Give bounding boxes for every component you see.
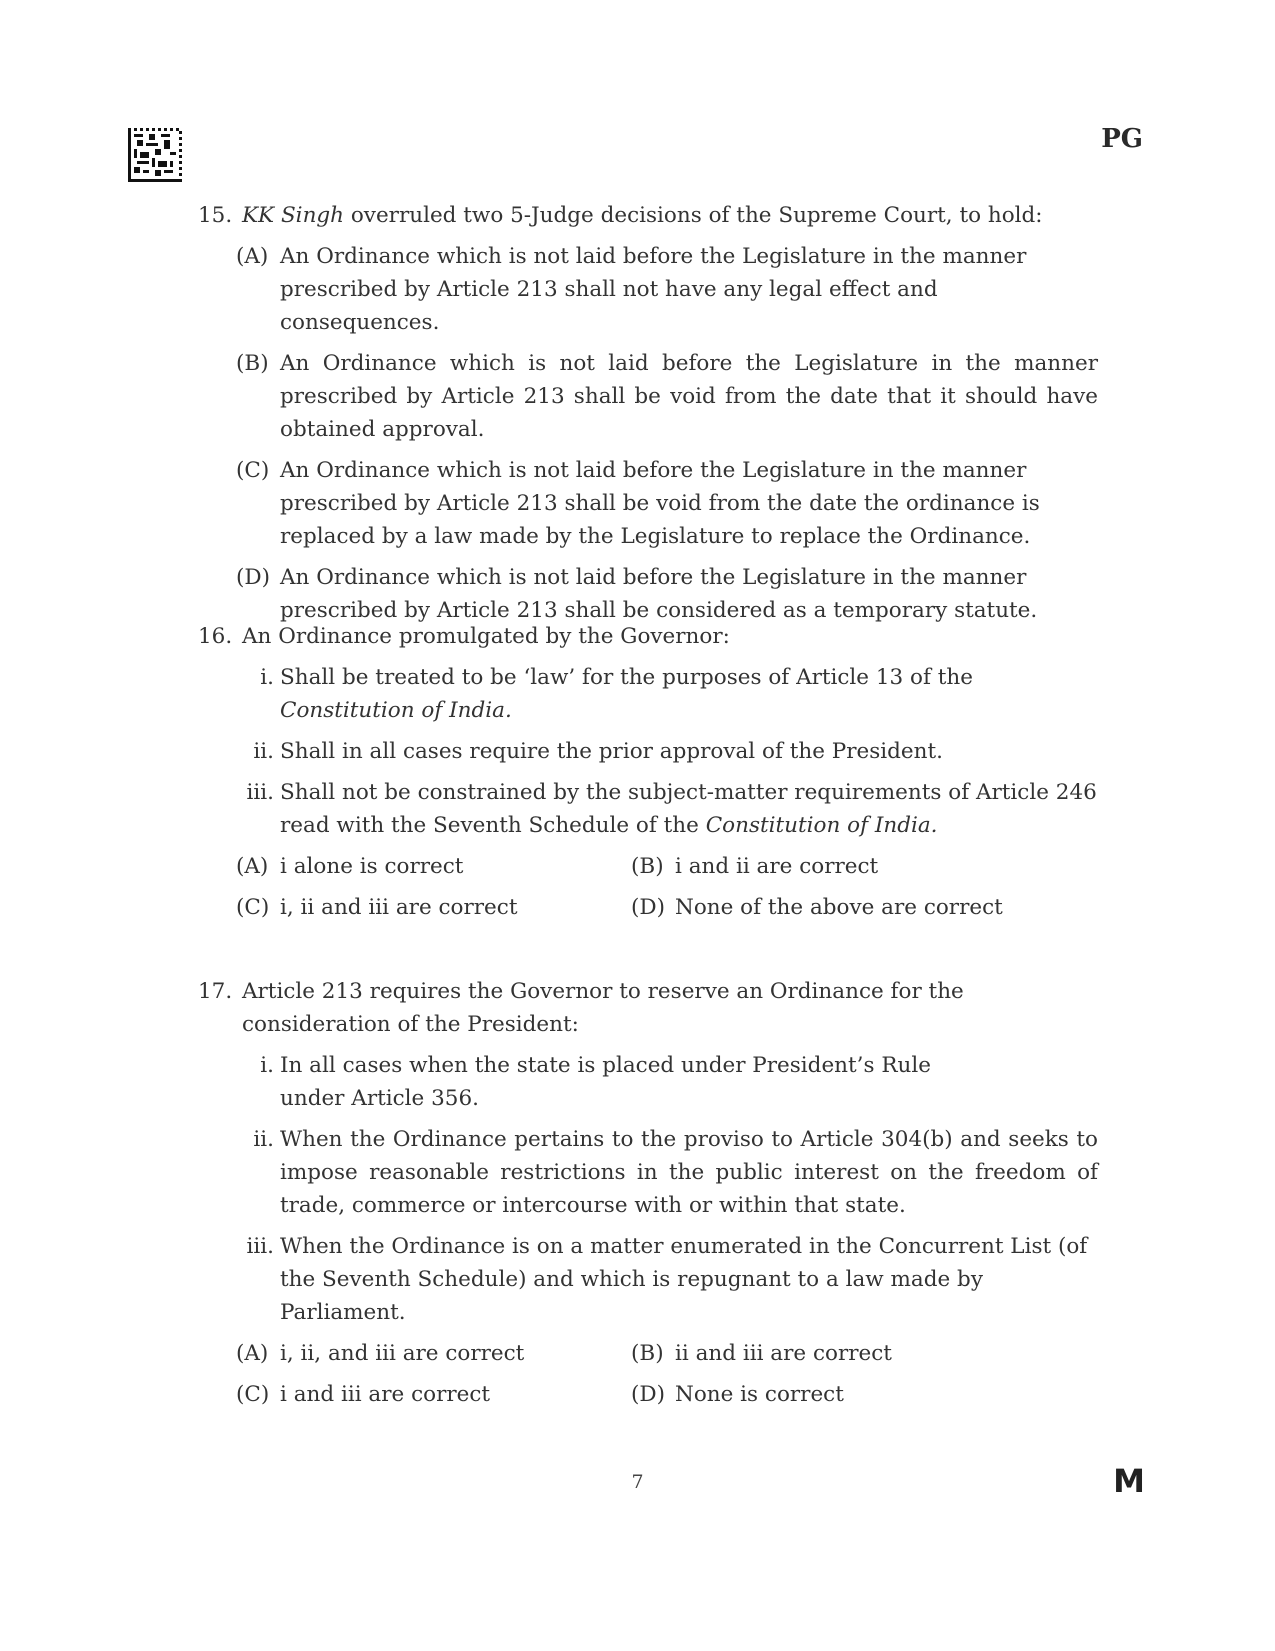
statement-label: ii. [253, 739, 274, 764]
option-label: (C) [236, 458, 270, 483]
option-text: An Ordinance which is not laid before the Legislature in the manner prescribed by Article 213 shall be void from the date the ordinance is replaced by a law made by the Legislature to replace the Ordinance. [280, 458, 1040, 549]
option-text: An Ordinance which is not laid before the Legislature in the manner prescribed by Article 213 shall be void from the date that it should have obtained approval. [280, 351, 1098, 442]
option-a[interactable] [236, 1337, 631, 1370]
option-text: i, ii, and iii are correct [280, 1341, 525, 1366]
question-number: 17. [198, 979, 233, 1004]
option-a[interactable] [236, 850, 631, 883]
option-c[interactable] [236, 454, 1098, 553]
statement-label: i. [260, 665, 274, 690]
option-b[interactable] [631, 850, 1098, 883]
option-text: i and ii are correct [675, 854, 879, 879]
option-label: (A) [236, 244, 269, 269]
question-number: 15. [198, 203, 233, 228]
statement-text: In all cases when the state is placed under President’s Rule under Article 356. [280, 1053, 931, 1111]
option-text: i and iii are correct [280, 1382, 491, 1407]
statement-text-plain: Shall be treated to be ‘law’ for the purposes of Article 13 of the [280, 665, 974, 690]
option-label: (A) [236, 854, 269, 879]
option-text: ii and iii are correct [675, 1341, 892, 1366]
option-label: (B) [631, 854, 664, 879]
options-grid [236, 850, 1098, 924]
statement-label: iii. [246, 1234, 274, 1259]
option-b[interactable] [631, 1337, 1098, 1370]
question-15 [198, 199, 1098, 627]
option-label: (A) [236, 1341, 269, 1366]
option-text: An Ordinance which is not laid before the Legislature in the manner prescribed by Article 213 shall not have any legal effect and consequences. [280, 244, 1027, 335]
option-label: (C) [236, 895, 270, 920]
option-b[interactable] [236, 347, 1098, 446]
options-grid [236, 1337, 1098, 1411]
statement-ii [236, 1123, 1098, 1222]
question-16 [198, 620, 1098, 924]
option-d[interactable] [631, 1378, 1098, 1411]
page-number: 7 [631, 1471, 644, 1493]
question-stem: Article 213 requires the Governor to reserve an Ordinance for the consideration of the President: [242, 979, 964, 1037]
statement-iii [236, 1230, 1098, 1329]
statement-text-italic: Constitution of India. [705, 813, 938, 838]
statement-i [236, 661, 1098, 727]
case-name: KK Singh [242, 203, 345, 228]
option-d[interactable] [631, 891, 1098, 924]
statement-text [280, 776, 1098, 842]
statement-label: ii. [253, 1127, 274, 1152]
question-stem-text: overruled two 5-Judge decisions of the Supreme Court, to hold: [344, 203, 1043, 228]
option-text: None of the above are correct [675, 895, 1003, 920]
option-label: (C) [236, 1382, 270, 1407]
statement-text: When the Ordinance is on a matter enumerated in the Concurrent List (of the Seventh Schedule) and which is repugnant to a law made by Parliament. [280, 1234, 1088, 1325]
statement-text [280, 661, 1098, 727]
statement-label: iii. [246, 780, 274, 805]
question-stem: An Ordinance promulgated by the Governor: [242, 624, 730, 649]
statement-ii [236, 735, 1098, 768]
option-text: i alone is correct [280, 854, 464, 879]
statement-text: Shall in all cases require the prior approval of the President. [280, 739, 943, 764]
option-a[interactable] [236, 240, 1098, 339]
question-17 [198, 975, 1098, 1411]
question-number: 16. [198, 624, 233, 649]
statement-text-italic: Constitution of India. [280, 698, 512, 723]
statement-text: When the Ordinance pertains to the proviso to Article 304(b) and seeks to impose reasonable restrictions in the public interest on the freedom of trade, commerce or intercourse with or within that state. [280, 1127, 1098, 1218]
question-stem [242, 199, 1098, 232]
statement-i [236, 1049, 1098, 1115]
option-label: (B) [236, 351, 269, 376]
option-label: (D) [236, 565, 271, 590]
statement-label: i. [260, 1053, 274, 1078]
statement-text-plain: Shall not be constrained by the subject-matter requirements of Article 246 read with the Seventh Schedule of the [280, 780, 1097, 838]
statement-iii [236, 776, 1098, 842]
option-c[interactable] [236, 1378, 631, 1411]
option-text: None is correct [675, 1382, 844, 1407]
option-text: An Ordinance which is not laid before the Legislature in the manner prescribed by Article 213 shall be considered as a temporary statute. [280, 565, 1038, 623]
option-text: i, ii and iii are correct [280, 895, 518, 920]
option-c[interactable] [236, 891, 631, 924]
option-d[interactable] [236, 561, 1098, 627]
datamatrix-code [128, 128, 182, 182]
option-label: (B) [631, 1341, 664, 1366]
option-label: (D) [631, 895, 666, 920]
paper-code: PG [1101, 124, 1143, 154]
set-code: M [1113, 1462, 1145, 1500]
option-label: (D) [631, 1382, 666, 1407]
